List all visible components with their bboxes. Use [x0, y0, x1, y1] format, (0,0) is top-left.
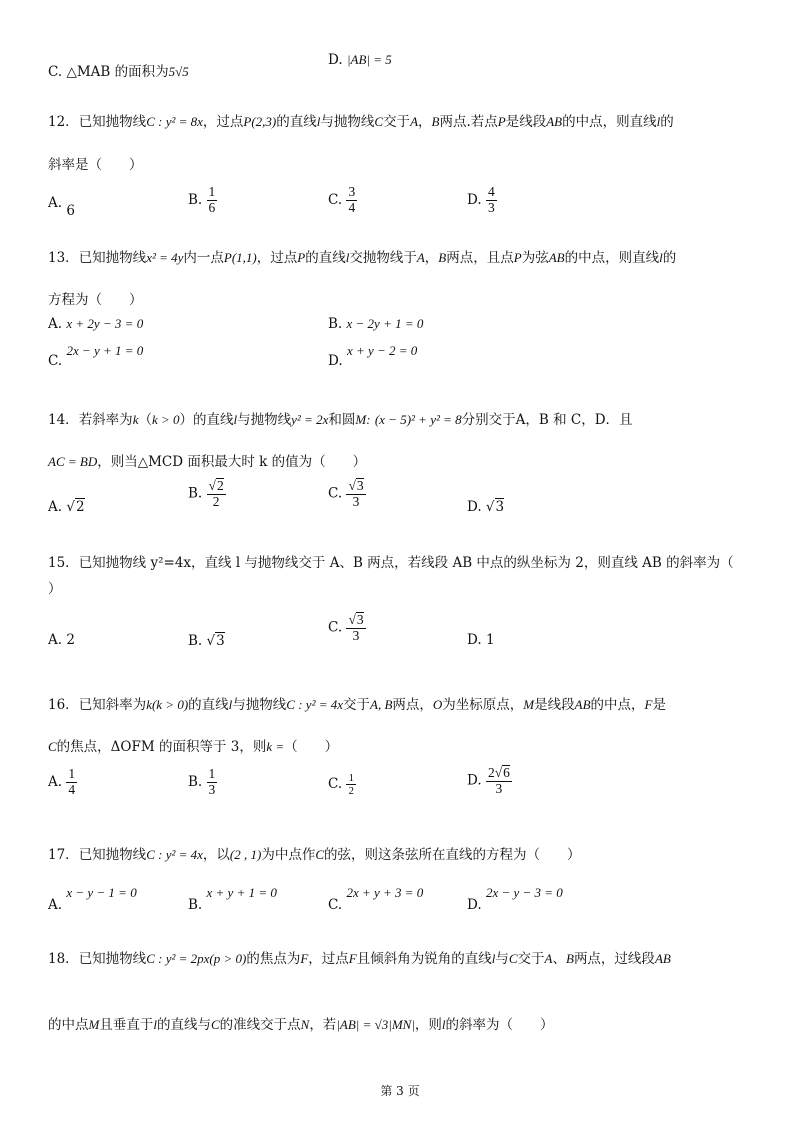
- math: l: [659, 250, 663, 265]
- math: M: [523, 697, 535, 712]
- math: |AB| = √3|MN|: [336, 1017, 415, 1032]
- text: 的中点，则直线: [564, 250, 660, 266]
- option-label: C.: [328, 619, 343, 636]
- math: k(k > 0): [146, 697, 189, 712]
- text: 已知抛物线: [78, 847, 147, 863]
- question-14-line2: [48, 450, 366, 470]
- question-number: 16．: [48, 697, 79, 713]
- math: M:: [355, 412, 371, 427]
- math: AB: [546, 114, 563, 129]
- option-value: 6: [66, 203, 75, 219]
- text: 两点，且点: [446, 250, 514, 266]
- option-label: D.: [467, 632, 482, 648]
- math: B: [431, 114, 440, 129]
- option-value: 2x + y + 3 = 0: [346, 885, 424, 900]
- text: ，过点: [202, 114, 244, 130]
- text: 交抛物线于: [349, 250, 417, 266]
- text: 与抛物线: [237, 412, 292, 428]
- fraction: [346, 185, 357, 216]
- option-label: C.: [328, 191, 343, 208]
- sqrt-radicand: 3: [356, 478, 364, 493]
- option-label: C.: [328, 776, 343, 793]
- q13-option-a: [48, 316, 143, 332]
- text: 与: [495, 951, 509, 967]
- question-number: 15．: [48, 555, 79, 571]
- option-value: x + 2y − 3 = 0: [66, 316, 144, 331]
- question-16-line2: [48, 735, 338, 755]
- page-number: 第 3 页: [380, 1084, 420, 1098]
- q17-option-a: [48, 885, 137, 913]
- text: 和圆: [328, 412, 356, 428]
- question-number: 18．: [48, 951, 79, 967]
- math: C: [210, 1017, 220, 1032]
- q11-option-d: [328, 52, 392, 68]
- math: A: [410, 114, 419, 129]
- text: 已知抛物线: [78, 951, 147, 967]
- fraction: [207, 767, 218, 798]
- text: ）的直线: [179, 412, 234, 428]
- text: 的斜率为（ ）: [445, 1017, 554, 1033]
- math: F: [644, 697, 653, 712]
- math: P: [513, 250, 522, 265]
- text: ，: [418, 114, 432, 130]
- text: 分别交于: [461, 412, 516, 428]
- option-label: B.: [188, 897, 203, 913]
- question-18-line2: [48, 1013, 554, 1033]
- option-label: A.: [48, 773, 63, 790]
- math: C : y² = 2px(p > 0): [146, 951, 247, 966]
- text: 的中点: [48, 1017, 89, 1033]
- math: C: [508, 951, 518, 966]
- option-label: A.: [48, 897, 63, 913]
- numerator: √3: [348, 612, 364, 627]
- numerator: 1: [348, 772, 354, 784]
- denominator: 3: [352, 627, 360, 643]
- math: F: [300, 951, 309, 966]
- text: 的弦，则这条弦所在直线的方程为（ ）: [324, 847, 581, 863]
- numerator: √2: [208, 478, 224, 493]
- question-number: 17．: [48, 847, 79, 863]
- math: k: [132, 412, 139, 427]
- text: 已知抛物线: [78, 250, 147, 266]
- q11-option-c: [48, 60, 189, 80]
- math: AB: [548, 250, 565, 265]
- math: l: [656, 114, 661, 129]
- denominator: 3: [487, 199, 495, 215]
- q13-option-c: [48, 343, 144, 369]
- text: 与抛物线: [320, 114, 375, 130]
- option-label: D.: [467, 772, 482, 789]
- text: 交于: [517, 951, 545, 967]
- math: C: [374, 114, 384, 129]
- math: C : y² = 8x: [146, 114, 203, 129]
- q13-option-d: [328, 343, 418, 369]
- fraction: [346, 478, 365, 510]
- text: 的直线: [188, 697, 229, 713]
- math: (2 , 1): [229, 847, 262, 862]
- q12-option-d: [467, 185, 497, 216]
- sqrt-radicand: 6: [503, 765, 510, 780]
- math: |AB| = 5: [346, 52, 392, 67]
- option-label: C.: [328, 897, 343, 913]
- math: M: [88, 1017, 100, 1032]
- fraction: [486, 185, 497, 216]
- q12-option-b: [188, 185, 217, 216]
- question-13-line2: 方程为（ ）: [48, 292, 143, 308]
- text: 交于: [383, 114, 411, 130]
- text: 两点.若点: [439, 114, 498, 130]
- question-12-line2: 斜率是（ ）: [48, 157, 143, 173]
- math: k > 0: [151, 412, 180, 427]
- sqrt-radicand: 2: [75, 499, 85, 515]
- math: A: [544, 951, 553, 966]
- question-number: 12．: [48, 114, 79, 130]
- denominator: 3: [495, 780, 503, 796]
- numerator: 1: [208, 766, 216, 781]
- fraction: [486, 765, 512, 797]
- fraction: [346, 772, 356, 797]
- text: 为中点作: [261, 847, 316, 863]
- math: A: [416, 250, 425, 265]
- option-label: B.: [188, 191, 203, 208]
- question-17: [48, 843, 581, 863]
- question-15: [48, 551, 734, 571]
- math: x² = 4y: [146, 250, 184, 265]
- q14-option-b: [188, 478, 226, 510]
- option-label: C.: [48, 64, 63, 80]
- text: 的中点，则直线: [562, 114, 657, 130]
- option-text: △MAB 的面积为: [66, 64, 169, 80]
- text: 为弦: [521, 250, 549, 266]
- text: 且倾斜角为锐角的直线: [356, 951, 492, 967]
- text: 的准线交于点: [219, 1017, 301, 1033]
- text: ，过点: [308, 951, 349, 967]
- math: C : y² = 4x: [146, 847, 203, 862]
- math: AB: [574, 697, 591, 712]
- text: 若斜率为: [78, 412, 133, 428]
- q14-option-d: D. √3: [467, 499, 505, 515]
- option-label: B.: [328, 316, 343, 332]
- question-14: [48, 408, 633, 428]
- text: A，B 和 C，D．且: [515, 412, 633, 428]
- math: O: [432, 697, 443, 712]
- numerator: 3: [348, 184, 356, 199]
- math: l: [441, 1017, 446, 1032]
- option-label: B.: [188, 773, 203, 790]
- text: （ ）: [284, 739, 339, 755]
- math: l: [153, 1017, 157, 1032]
- option-value: x − 2y + 1 = 0: [346, 316, 424, 331]
- text: 是线段: [534, 697, 575, 713]
- math: B: [565, 951, 574, 966]
- q15-option-b: B. √3: [188, 633, 225, 649]
- option-label: D.: [467, 897, 482, 913]
- denominator: 6: [208, 199, 216, 215]
- numerator: 1: [68, 766, 76, 781]
- denominator: 4: [68, 781, 76, 797]
- math: C : y² = 4x: [286, 697, 344, 712]
- q16-option-b: [188, 767, 217, 798]
- text: ，以: [202, 847, 230, 863]
- text: （: [138, 412, 152, 428]
- q17-option-c: [328, 885, 424, 913]
- question-12: [48, 110, 674, 130]
- option-value: 1: [485, 632, 495, 648]
- math: l: [316, 114, 321, 129]
- math: y² = 2x: [291, 412, 329, 427]
- option-label: D.: [467, 499, 482, 515]
- text: 的直线: [305, 250, 346, 266]
- text: 的焦点为: [246, 951, 301, 967]
- math: P(1,1): [223, 250, 257, 265]
- question-15-line2: ）: [48, 581, 62, 597]
- text: ，: [424, 250, 439, 266]
- text: ，若: [309, 1017, 337, 1033]
- question-number: 13．: [48, 250, 79, 266]
- fraction: [66, 767, 77, 798]
- text: 两点，: [392, 697, 433, 713]
- q15-option-d: [467, 632, 495, 648]
- q12-option-a: [48, 195, 75, 219]
- math: l: [491, 951, 496, 966]
- denominator: 2: [212, 493, 220, 509]
- option-value: x − y − 1 = 0: [66, 885, 137, 900]
- coefficient: 2: [487, 765, 495, 780]
- option-label: D.: [467, 191, 482, 208]
- text: 的: [662, 250, 677, 266]
- math: P: [297, 250, 306, 265]
- text: ，过点: [256, 250, 298, 266]
- denominator: 4: [348, 199, 356, 215]
- math: l: [345, 250, 350, 265]
- text: 是线段: [505, 114, 547, 130]
- math: N: [300, 1017, 310, 1032]
- option-value: x + y + 1 = 0: [206, 885, 277, 900]
- math: B: [438, 250, 447, 265]
- math: C: [48, 739, 57, 754]
- q16-option-c: [328, 772, 356, 797]
- option-value: 2x − y + 1 = 0: [66, 343, 144, 358]
- q16-option-a: [48, 767, 77, 798]
- fraction: [207, 478, 226, 510]
- option-label: B.: [188, 485, 203, 502]
- sqrt-radicand: 2: [216, 478, 224, 493]
- option-label: A.: [48, 316, 63, 332]
- option-label: B.: [188, 633, 203, 649]
- text: 的直线: [276, 114, 317, 130]
- q17-option-d: [467, 885, 563, 913]
- text: 、: [552, 951, 566, 967]
- sqrt-radicand: 3: [216, 633, 225, 649]
- text: ，则: [414, 1017, 442, 1033]
- math: 5√5: [168, 64, 189, 79]
- option-label: A.: [48, 195, 63, 211]
- text: 内一点: [183, 250, 224, 266]
- option-label: C.: [328, 485, 343, 502]
- text: 的直线与: [156, 1017, 211, 1033]
- q16-option-d: [467, 765, 512, 797]
- math: C: [315, 847, 324, 862]
- numerator: √3: [348, 478, 364, 493]
- math: AB: [654, 951, 671, 966]
- math: (x − 5)² + y² = 8: [374, 412, 462, 427]
- text: 为坐标原点，: [442, 697, 524, 713]
- text: 的中点，: [590, 697, 645, 713]
- numerator: 1: [208, 184, 216, 199]
- q15-option-c: [328, 612, 366, 644]
- question-16: [48, 693, 666, 713]
- sqrt-radicand: 3: [495, 499, 505, 515]
- option-value: 2: [66, 632, 75, 648]
- fraction: [346, 612, 365, 644]
- math: F: [348, 951, 357, 966]
- math: k =: [266, 739, 285, 754]
- denominator: 3: [208, 781, 216, 797]
- q14-option-a: A. √2: [48, 499, 85, 515]
- math: l: [233, 412, 238, 427]
- option-label: A.: [48, 499, 63, 515]
- fraction: [207, 185, 218, 216]
- math: AC = BD: [48, 454, 98, 469]
- option-value: x + y − 2 = 0: [346, 343, 418, 358]
- question-18: [48, 947, 671, 967]
- text: ，则当△MCD 面积最大时 k 的值为（ ）: [97, 454, 367, 470]
- text: 的: [660, 114, 674, 130]
- question-number: 14．: [48, 412, 79, 428]
- text: 两点，过线段: [573, 951, 655, 967]
- numerator: 4: [487, 184, 495, 199]
- q14-option-c: [328, 478, 366, 510]
- math: P: [497, 114, 506, 129]
- math: A, B: [370, 697, 393, 712]
- text: 与抛物线: [232, 697, 287, 713]
- question-13: [48, 246, 676, 266]
- text: 交于: [343, 697, 371, 713]
- denominator: 3: [352, 493, 360, 509]
- q15-option-a: [48, 632, 75, 648]
- sqrt-radicand: 3: [356, 612, 364, 627]
- text: 已知斜率为: [78, 697, 147, 713]
- numerator: 2√6: [487, 765, 510, 780]
- math: l: [228, 697, 233, 712]
- option-label: C.: [48, 353, 63, 369]
- text: 且垂直于: [99, 1017, 154, 1033]
- option-label: D.: [328, 52, 343, 68]
- text: 是: [652, 697, 666, 713]
- text: 已知抛物线 y²=4x，直线 l 与抛物线交于 A、B 两点，若线段 AB 中点的纵坐标为 2，则直线 AB 的斜率为（: [78, 555, 734, 571]
- option-value: 2x − y − 3 = 0: [485, 885, 563, 900]
- denominator: 2: [348, 785, 354, 798]
- option-label: D.: [328, 353, 343, 369]
- text: 已知抛物线: [78, 114, 147, 130]
- text: 的焦点，ΔOFM 的面积等于 3，则: [56, 739, 267, 755]
- q17-option-b: [188, 885, 277, 913]
- math: P(2,3): [243, 114, 277, 129]
- q13-option-b: [328, 316, 423, 332]
- option-label: A.: [48, 632, 63, 648]
- q12-option-c: [328, 185, 357, 216]
